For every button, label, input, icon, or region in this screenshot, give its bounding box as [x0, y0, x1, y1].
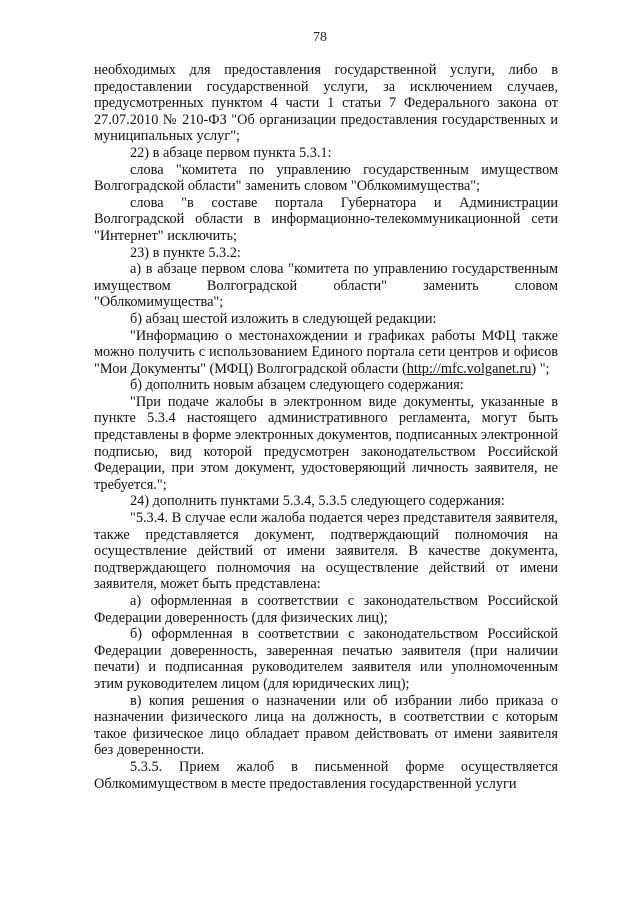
- mfc-text-end: ) ";: [531, 360, 550, 377]
- document-body: [94, 62, 558, 792]
- quoted-electronic-complaint: "При подаче жалобы в электронном виде документы, указанные в пункте 5.3.4 настоящего административного регламента, могут быть представлены в форме электронных документов, подписанных электронной подписью, вид которой предусмотрен законодательством Российской Федерации, при этом документ, удостоверяющий личность заявителя, не требуется.";: [94, 393, 558, 493]
- amendment-item-23: 23) в пункте 5.3.2:: [130, 244, 241, 261]
- clause-5-3-4: "5.3.4. В случае если жалоба подается через представителя заявителя, также представляется документ, подтверждающий полномочия на осуществление действий от имени заявителя. В качестве документа, подтверждающего полномочия на осуществление действий от имени заявителя, может быть представлена:: [94, 510, 558, 593]
- clause-5-3-4-b: б) оформленная в соответствии с законодательством Российской Федерации доверенность, заверенная печатью заявителя (при наличии печати) и подписанная руководителем заявителя или уполномоченным этим руководителем лицом (для юридических лиц);: [94, 626, 558, 692]
- paragraph-exclude-words: слова "в составе портала Губернатора и Администрации Волгоградской области в информационно-телекоммуникационной сети "Интернет" исключить;: [94, 194, 558, 244]
- subitem-b-new-wording: б) абзац шестой изложить в следующей редакции:: [130, 310, 437, 327]
- paragraph-replace-words: слова "комитета по управлению государственным имуществом Волгоградской области" заменить словом "Облкомимущества";: [94, 161, 558, 195]
- quoted-mfc-paragraph: [94, 328, 558, 378]
- subitem-a: а) в абзаце первом слова "комитета по управлению государственным имуществом Волгоградской области" заменить словом "Облкомимущества";: [94, 261, 558, 311]
- clause-5-3-4-a: а) оформленная в соответствии с законодательством Российской Федерации доверенность (для физических лиц);: [94, 593, 558, 626]
- mfc-link[interactable]: http://mfc.volganet.ru: [406, 360, 532, 377]
- subitem-b-add-paragraph: б) дополнить новым абзацем следующего содержания:: [130, 377, 464, 394]
- paragraph-continuation: необходимых для предоставления государственной услуги, либо в предоставлении государственной услуги, за исключением случаев, предусмотренных пунктом 4 части 1 статьи 7 Федерального закона от 27.07.2010 № 210-ФЗ "Об организации предоставления государственных и муниципальных услуг";: [94, 62, 558, 145]
- clause-5-3-5: 5.3.5. Прием жалоб в письменной форме осуществляется Облкомимуществом в месте предоставления государственной услуги: [94, 758, 558, 792]
- clause-5-3-4-c: в) копия решения о назначении или об избрании либо приказа о назначении физического лица на должность, в соответствии с которым такое физическое лицо обладает правом действовать от имени заявителя без доверенности.: [94, 692, 558, 759]
- page-number: 78: [313, 30, 327, 45]
- mfc-text: "Информацию о местонахождении и графиках работы МФЦ также можно получить с использованием Единого портала сети центров и офисов "Мои Документы" (МФЦ) Волгоградской области (: [94, 327, 558, 377]
- amendment-item-24: 24) дополнить пунктами 5.3.4, 5.3.5 следующего содержания:: [130, 493, 505, 510]
- amendment-item-22: 22) в абзаце первом пункта 5.3.1:: [130, 144, 332, 161]
